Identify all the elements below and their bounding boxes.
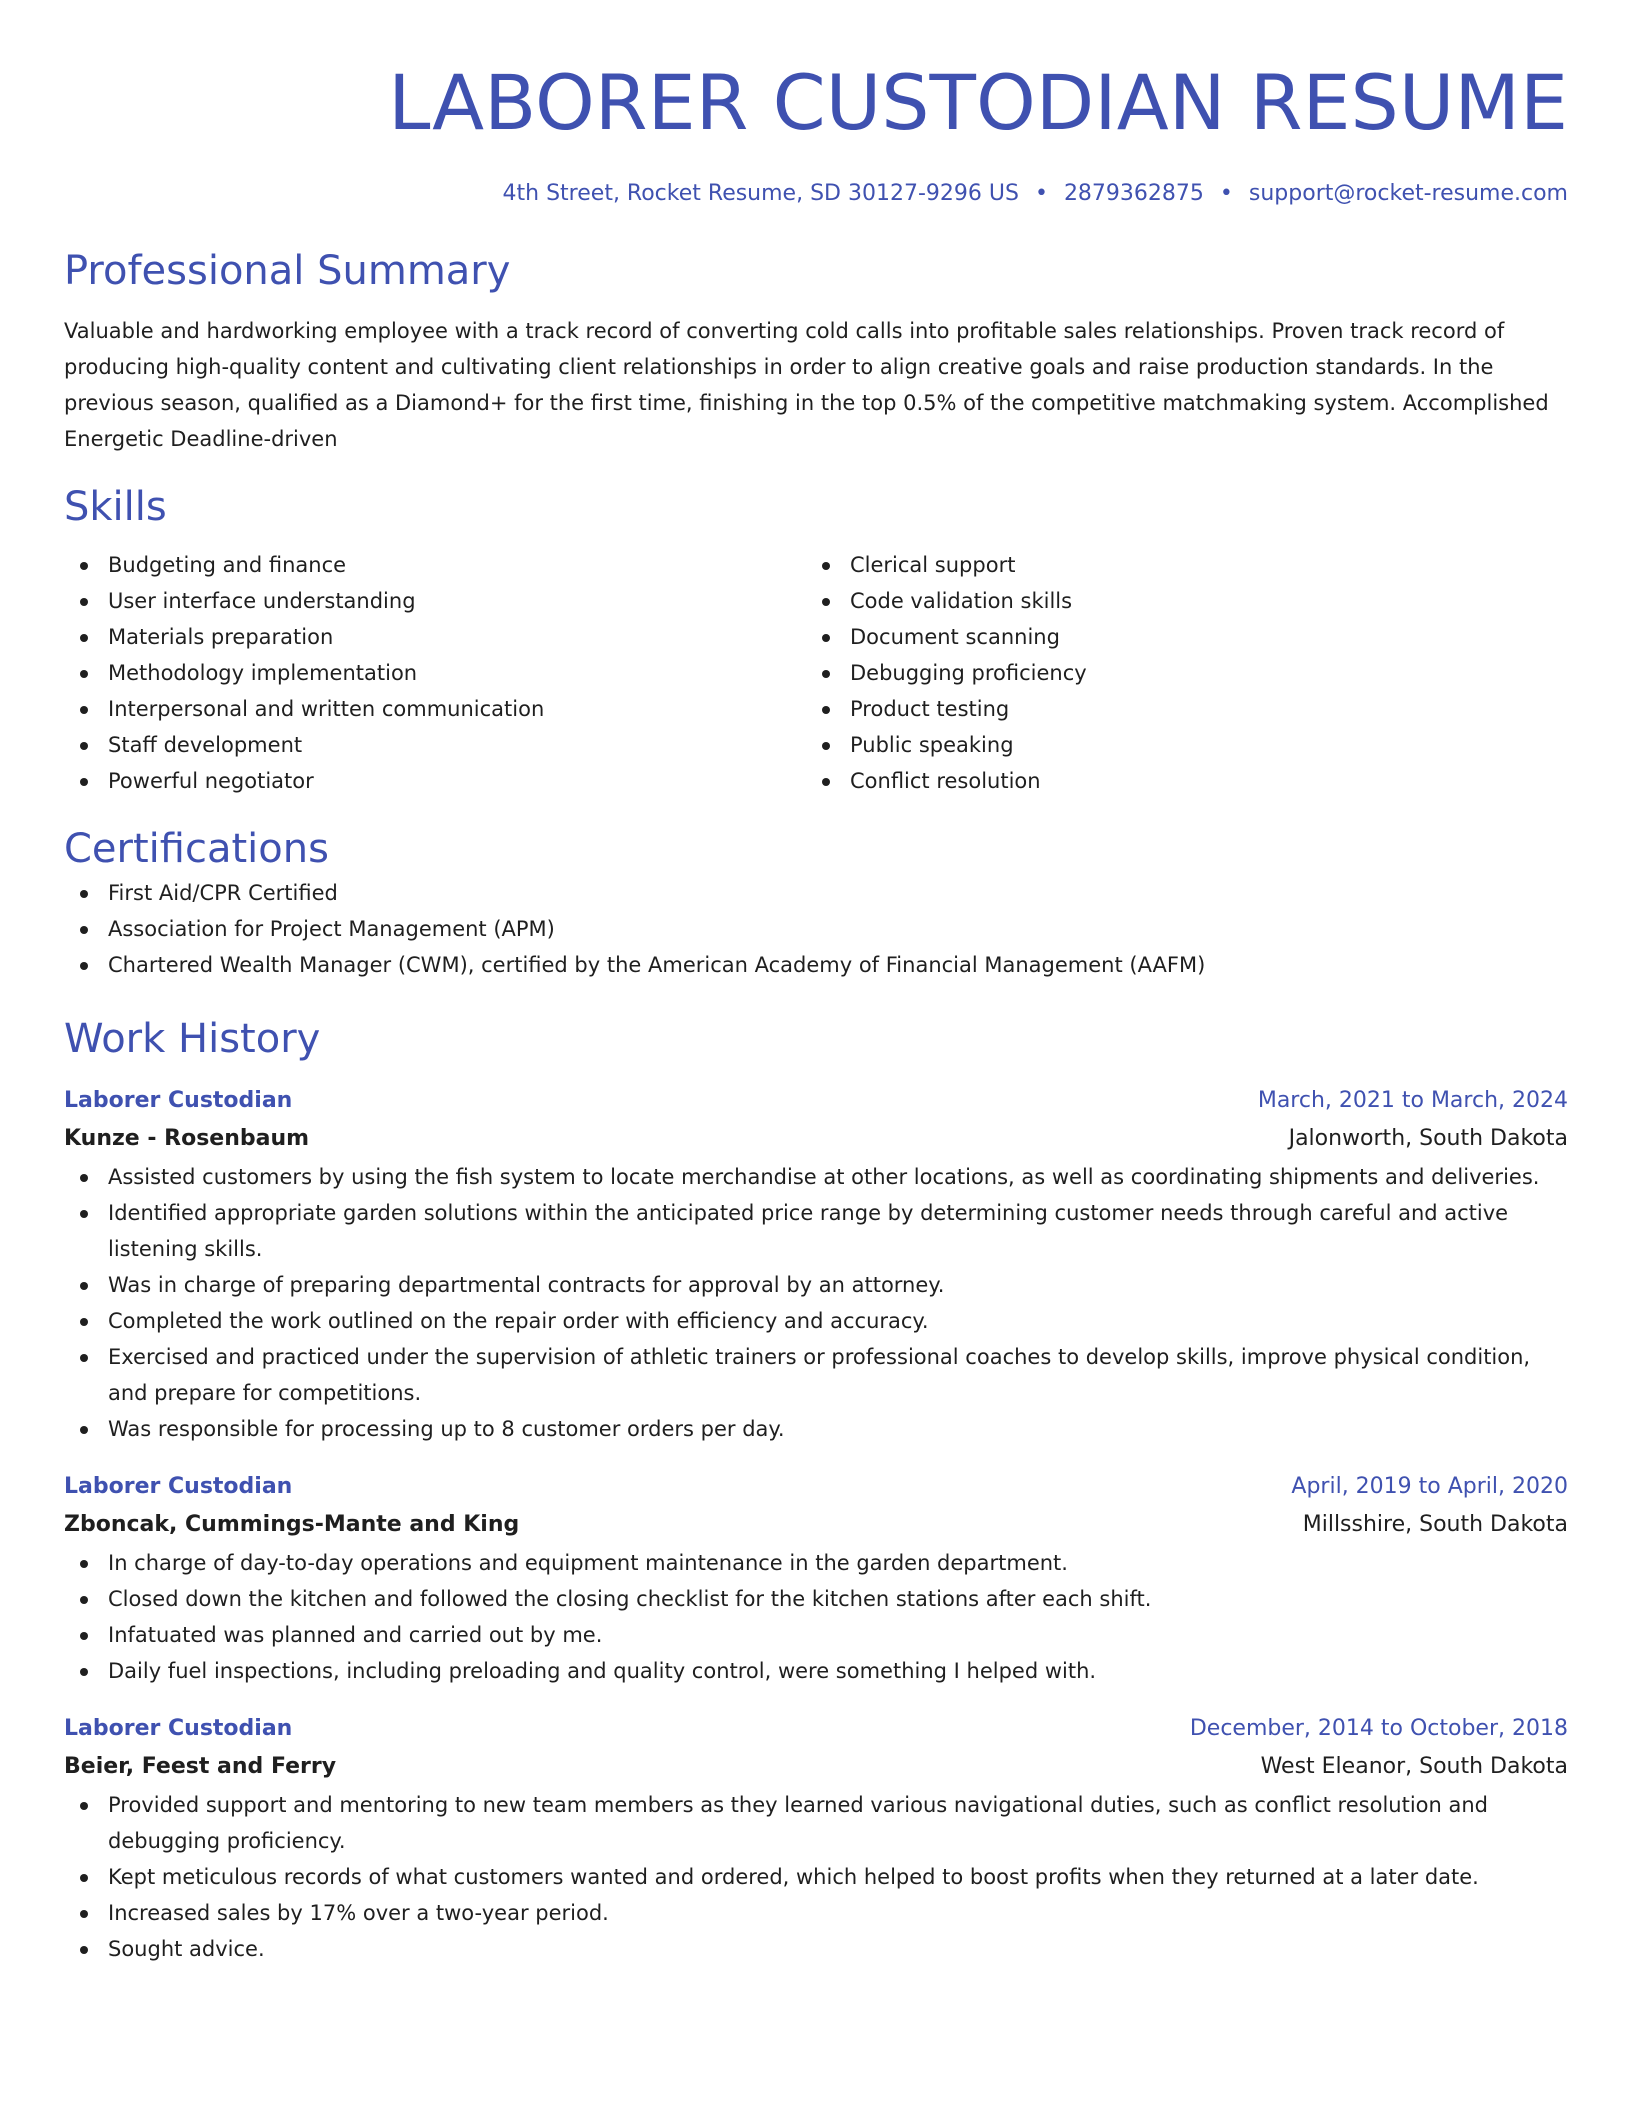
skill-item: Clerical support <box>806 547 1568 583</box>
job-header-row <box>64 1083 1568 1119</box>
job-bullet: Assisted customers by using the fish system to locate merchandise at other locations, as well as coordinating shipments and deliveries. <box>64 1159 1568 1195</box>
job-bullet: Increased sales by 17% over a two-year period. <box>64 1895 1568 1931</box>
skill-item: Materials preparation <box>64 619 806 655</box>
job-title: Laborer Custodian <box>64 1474 293 1499</box>
job-entry <box>64 1711 1568 1967</box>
skill-item: Debugging proficiency <box>806 655 1568 691</box>
work-history-heading: Work History <box>64 1016 321 1062</box>
summary-section <box>64 245 1568 457</box>
skill-item: User interface understanding <box>64 583 806 619</box>
contact-email: support@rocket-resume.com <box>1248 181 1568 206</box>
certification-item: First Aid/CPR Certified <box>64 875 1568 911</box>
job-bullet: Infatuated was planned and carried out by me. <box>64 1617 1568 1653</box>
job-bullet: Exercised and practiced under the supervision of athletic trainers or professional coaches to develop skills, improve physical condition, and prepare for competitions. <box>64 1339 1568 1411</box>
certification-item: Chartered Wealth Manager (CWM), certified by the American Academy of Financial Management (AAFM) <box>64 947 1568 983</box>
job-title: Laborer Custodian <box>64 1088 293 1113</box>
summary-text: Valuable and hardworking employee with a track record of converting cold calls into profitable sales relationships. Proven track record of producing high-quality content and cultivating client relationships in order to align creative goals and raise production standards. In the previous season, qualified as a Diamond+ for the first time, finishing in the top 0.5% of the competitive matchmaking system. Accomplished Energetic Deadline-driven <box>64 319 1549 451</box>
job-bullet: Provided support and mentoring to new team members as they learned various navigational duties, such as conflict resolution and debugging proficiency. <box>64 1787 1568 1859</box>
job-company: Beier, Feest and Ferry <box>64 1754 337 1779</box>
certification-item: Association for Project Management (APM) <box>64 911 1568 947</box>
job-bullet-list <box>64 1159 1568 1447</box>
skill-item: Budgeting and finance <box>64 547 806 583</box>
job-entry <box>64 1469 1568 1689</box>
job-location: Jalonworth, South Dakota <box>1288 1126 1568 1151</box>
skill-item: Powerful negotiator <box>64 763 806 799</box>
job-bullet: Closed down the kitchen and followed the closing checklist for the kitchen stations after each shift. <box>64 1581 1568 1617</box>
job-bullet: Completed the work outlined on the repair order with efficiency and accuracy. <box>64 1303 1568 1339</box>
skills-section <box>64 481 1568 799</box>
job-company: Zboncak, Cummings-Mante and King <box>64 1512 520 1537</box>
job-dates: March, 2021 to March, 2024 <box>1257 1088 1568 1113</box>
job-employer-row <box>64 1119 1568 1159</box>
job-employer-row <box>64 1505 1568 1545</box>
certifications-heading: Certifications <box>64 826 329 872</box>
skill-item: Public speaking <box>806 727 1568 763</box>
skill-item: Document scanning <box>806 619 1568 655</box>
skill-item: Staff development <box>64 727 806 763</box>
job-bullet: In charge of day-to-day operations and equipment maintenance in the garden department. <box>64 1545 1568 1581</box>
job-location: West Eleanor, South Dakota <box>1260 1754 1568 1779</box>
job-dates: December, 2014 to October, 2018 <box>1189 1716 1568 1741</box>
skills-grid <box>64 547 1568 799</box>
summary-heading: Professional Summary <box>64 248 511 294</box>
skill-item: Methodology implementation <box>64 655 806 691</box>
resume-title: LABORER CUSTODIAN RESUME <box>388 58 1568 147</box>
contact-address: 4th Street, Rocket Resume, SD 30127-9296 US <box>502 181 1019 206</box>
job-bullet-list <box>64 1787 1568 1967</box>
job-title: Laborer Custodian <box>64 1716 293 1741</box>
contact-line <box>64 178 1568 210</box>
job-header-row <box>64 1469 1568 1505</box>
job-location: Millsshire, South Dakota <box>1302 1512 1568 1537</box>
contact-separator: • <box>1219 181 1233 206</box>
certifications-section <box>64 823 1568 983</box>
skill-item: Code validation skills <box>806 583 1568 619</box>
contact-phone: 2879362875 <box>1063 181 1204 206</box>
job-bullet-list <box>64 1545 1568 1689</box>
job-bullet: Was responsible for processing up to 8 customer orders per day. <box>64 1411 1568 1447</box>
skill-item: Product testing <box>806 691 1568 727</box>
job-header-row <box>64 1711 1568 1747</box>
certifications-list <box>64 875 1568 983</box>
job-employer-row <box>64 1747 1568 1787</box>
job-bullet: Sought advice. <box>64 1931 1568 1967</box>
job-bullet: Kept meticulous records of what customers wanted and ordered, which helped to boost profits when they returned at a later date. <box>64 1859 1568 1895</box>
contact-separator: • <box>1034 181 1048 206</box>
job-bullet: Identified appropriate garden solutions within the anticipated price range by determining customer needs through careful and active listening skills. <box>64 1195 1568 1267</box>
job-bullet: Daily fuel inspections, including preloading and quality control, were something I helped with. <box>64 1653 1568 1689</box>
skill-item: Interpersonal and written communication <box>64 691 806 727</box>
work-history-section <box>64 1013 1568 1967</box>
skills-list-left <box>64 547 806 799</box>
job-entry <box>64 1083 1568 1447</box>
skills-list-right <box>806 547 1568 799</box>
skills-heading: Skills <box>64 484 167 530</box>
job-dates: April, 2019 to April, 2020 <box>1291 1474 1568 1499</box>
skill-item: Conflict resolution <box>806 763 1568 799</box>
job-bullet: Was in charge of preparing departmental contracts for approval by an attorney. <box>64 1267 1568 1303</box>
resume-header <box>64 50 1568 210</box>
job-company: Kunze - Rosenbaum <box>64 1126 310 1151</box>
